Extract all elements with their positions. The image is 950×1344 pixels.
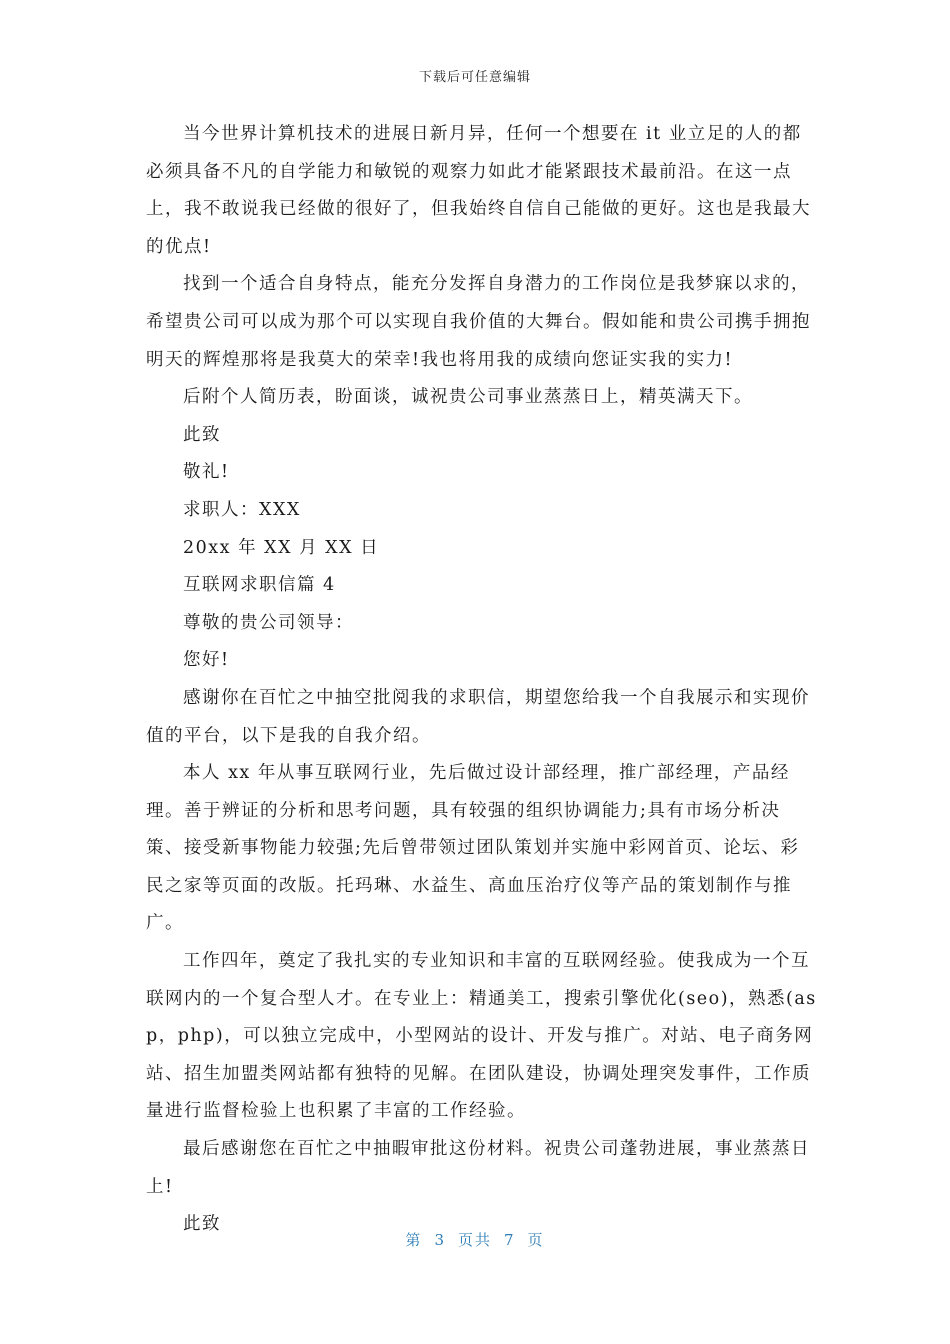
page-header: 下载后可任意编辑 xyxy=(418,70,531,85)
paragraph: 求职人：XXX xyxy=(183,499,301,520)
footer-total-pages: 7 xyxy=(504,1231,516,1249)
footer-page-number: 3 xyxy=(434,1231,446,1249)
paragraph: 最后感谢您在百忙之中抽暇审批这份材料。祝贵公司蓬勃进展，事业蒸蒸日上! xyxy=(146,1139,810,1197)
paragraph: 感谢你在百忙之中抽空批阅我的求职信，期望您给我一个自我展示和实现价值的平台，以下是我的自我介绍。 xyxy=(146,687,810,746)
paragraph: 找到一个适合自身特点，能充分发挥自身潜力的工作岗位是我梦寐以求的，希望贵公司可以成为那个可以实现自我价值的大舞台。假如能和贵公司携手拥抱明天的辉煌那将是我莫大的荣幸!我也将用我的成绩向您证实我的实力! xyxy=(146,274,811,370)
paragraph: 工作四年，奠定了我扎实的专业知识和丰富的互联网经验。使我成为一个互联网内的一个复合型人才。在专业上：精通美工，搜索引擎优化(seo)，熟悉(asp，php)，可以独立完成中，小型网站的设计、开发与推广。对站、电子商务网站、招生加盟类网站都有独特的见解。在团队建设，协调处理突发事件，工作质量进行监督检验上也积累了丰富的工作经验。 xyxy=(146,951,817,1122)
paragraph: 敬礼! xyxy=(183,462,230,483)
paragraph: 此致 xyxy=(183,1214,221,1235)
paragraph: 本人 xx 年从事互联网行业，先后做过设计部经理，推广部经理，产品经理。善于辨证的分析和思考问题，具有较强的组织协调能力;具有市场分析决策、接受新事物能力较强;先后曾带领过团队策划并实施中彩网首页、论坛、彩民之家等页面的改版。托玛琳、水益生、高血压治疗仪等产品的策划制作与推广。 xyxy=(146,763,800,934)
paragraph: 您好! xyxy=(183,650,230,671)
footer-suffix: 页 xyxy=(527,1231,545,1249)
section-heading: 互联网求职信篇 4 xyxy=(183,575,336,596)
paragraph: 尊敬的贵公司领导： xyxy=(183,612,354,633)
paragraph: 后附个人简历表，盼面谈，诚祝贵公司事业蒸蒸日上，精英满天下。 xyxy=(183,387,753,408)
footer-prefix: 第 xyxy=(405,1231,423,1249)
page-footer xyxy=(0,1229,950,1250)
paragraph: 当今世界计算机技术的进展日新月异，任何一个想要在 it 业立足的人的都必须具备不凡的自学能力和敏锐的观察力如此才能紧跟技术最前沿。在这一点上，我不敢说我已经做的很好了，但我始终自信自己能做的更好。这也是我最大的优点! xyxy=(146,124,811,257)
footer-middle: 页共 xyxy=(457,1231,492,1249)
document-body xyxy=(146,116,818,1244)
paragraph: 此致 xyxy=(183,424,221,445)
paragraph: 20xx 年 XX 月 XX 日 xyxy=(183,537,380,558)
